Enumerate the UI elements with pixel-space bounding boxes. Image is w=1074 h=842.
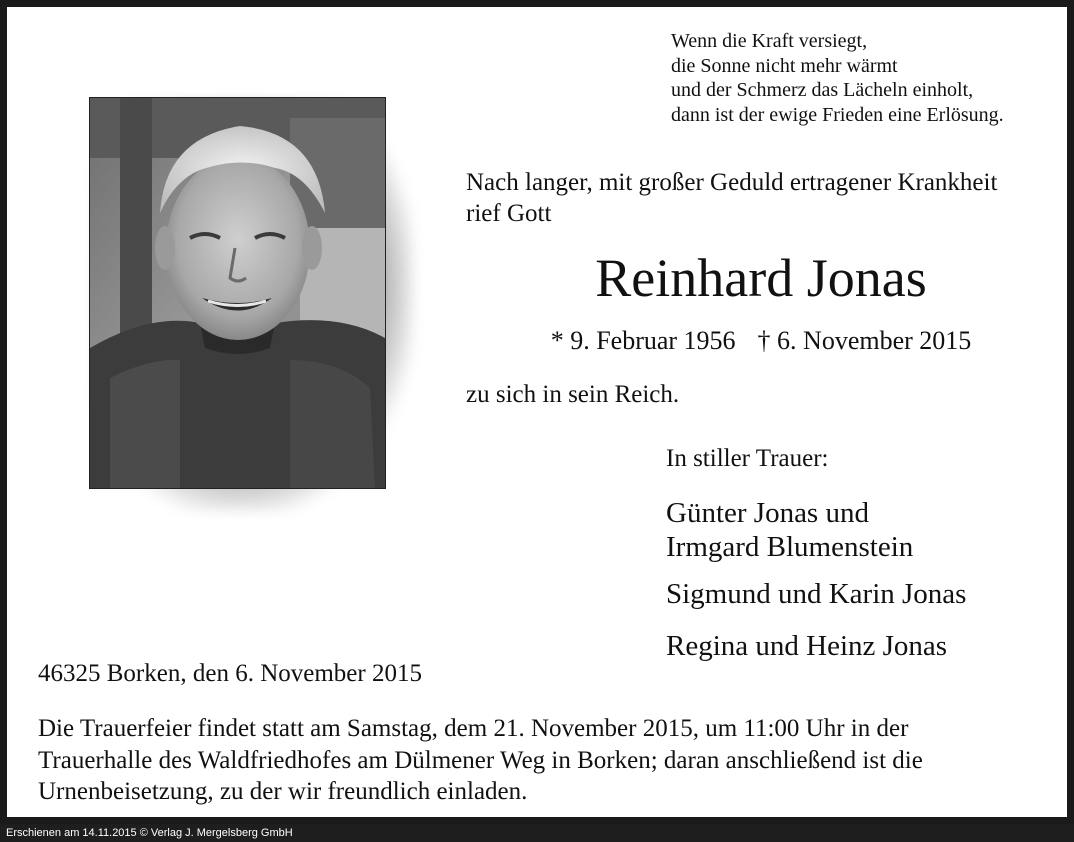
poem (671, 29, 1004, 127)
publication-credit: Erschienen am 14.11.2015 © Verlag J. Mergelsberg GmbH (6, 827, 293, 839)
intro-line: rief Gott (466, 200, 552, 227)
footer-bar (0, 824, 1074, 842)
poem-line: dann ist der ewige Frieden eine Erlösung. (671, 103, 1004, 126)
ceremony-line: Die Trauerfeier findet statt am Samstag, dem 21. November 2015, um 11:00 Uhr in der (38, 715, 909, 742)
mourner-line: Regina und Heinz Jonas (666, 630, 948, 662)
mourner-line: Irmgard Blumenstein (666, 531, 914, 563)
place-date: 46325 Borken, den 6. November 2015 (38, 660, 422, 687)
ceremony-line: Trauerhalle des Waldfriedhofes am Dülmener Weg in Borken; daran anschließend ist die (38, 746, 923, 774)
mourner-group (666, 629, 966, 663)
mourner-group (666, 496, 966, 564)
portrait-photo (89, 97, 386, 489)
life-dates (466, 325, 1056, 357)
poem-line: und der Schmerz das Lächeln einholt, (671, 79, 974, 101)
poem-line: die Sonne nicht mehr wärmt (671, 54, 898, 77)
poem-line: Wenn die Kraft versiegt, (671, 30, 868, 52)
intro-text (466, 167, 997, 229)
mourners-list (666, 496, 966, 676)
deceased-name: Reinhard Jonas (595, 248, 927, 308)
closing-line: zu sich in sein Reich. (466, 381, 680, 408)
intro-line: Nach langer, mit großer Geduld ertragener Krankheit (466, 169, 998, 196)
mourner-line: Sigmund und Karin Jonas (666, 578, 967, 610)
mourning-heading: In stiller Trauer: (666, 445, 829, 472)
ceremony-line: Urnenbeisetzung, zu der wir freundlich einladen. (38, 778, 528, 805)
birth-date: * 9. Februar 1956 (550, 326, 736, 355)
mourner-group (666, 577, 966, 611)
ceremony-text (38, 713, 1053, 808)
death-date: † 6. November 2015 (757, 326, 972, 355)
mourner-line: Günter Jonas und (666, 497, 869, 529)
